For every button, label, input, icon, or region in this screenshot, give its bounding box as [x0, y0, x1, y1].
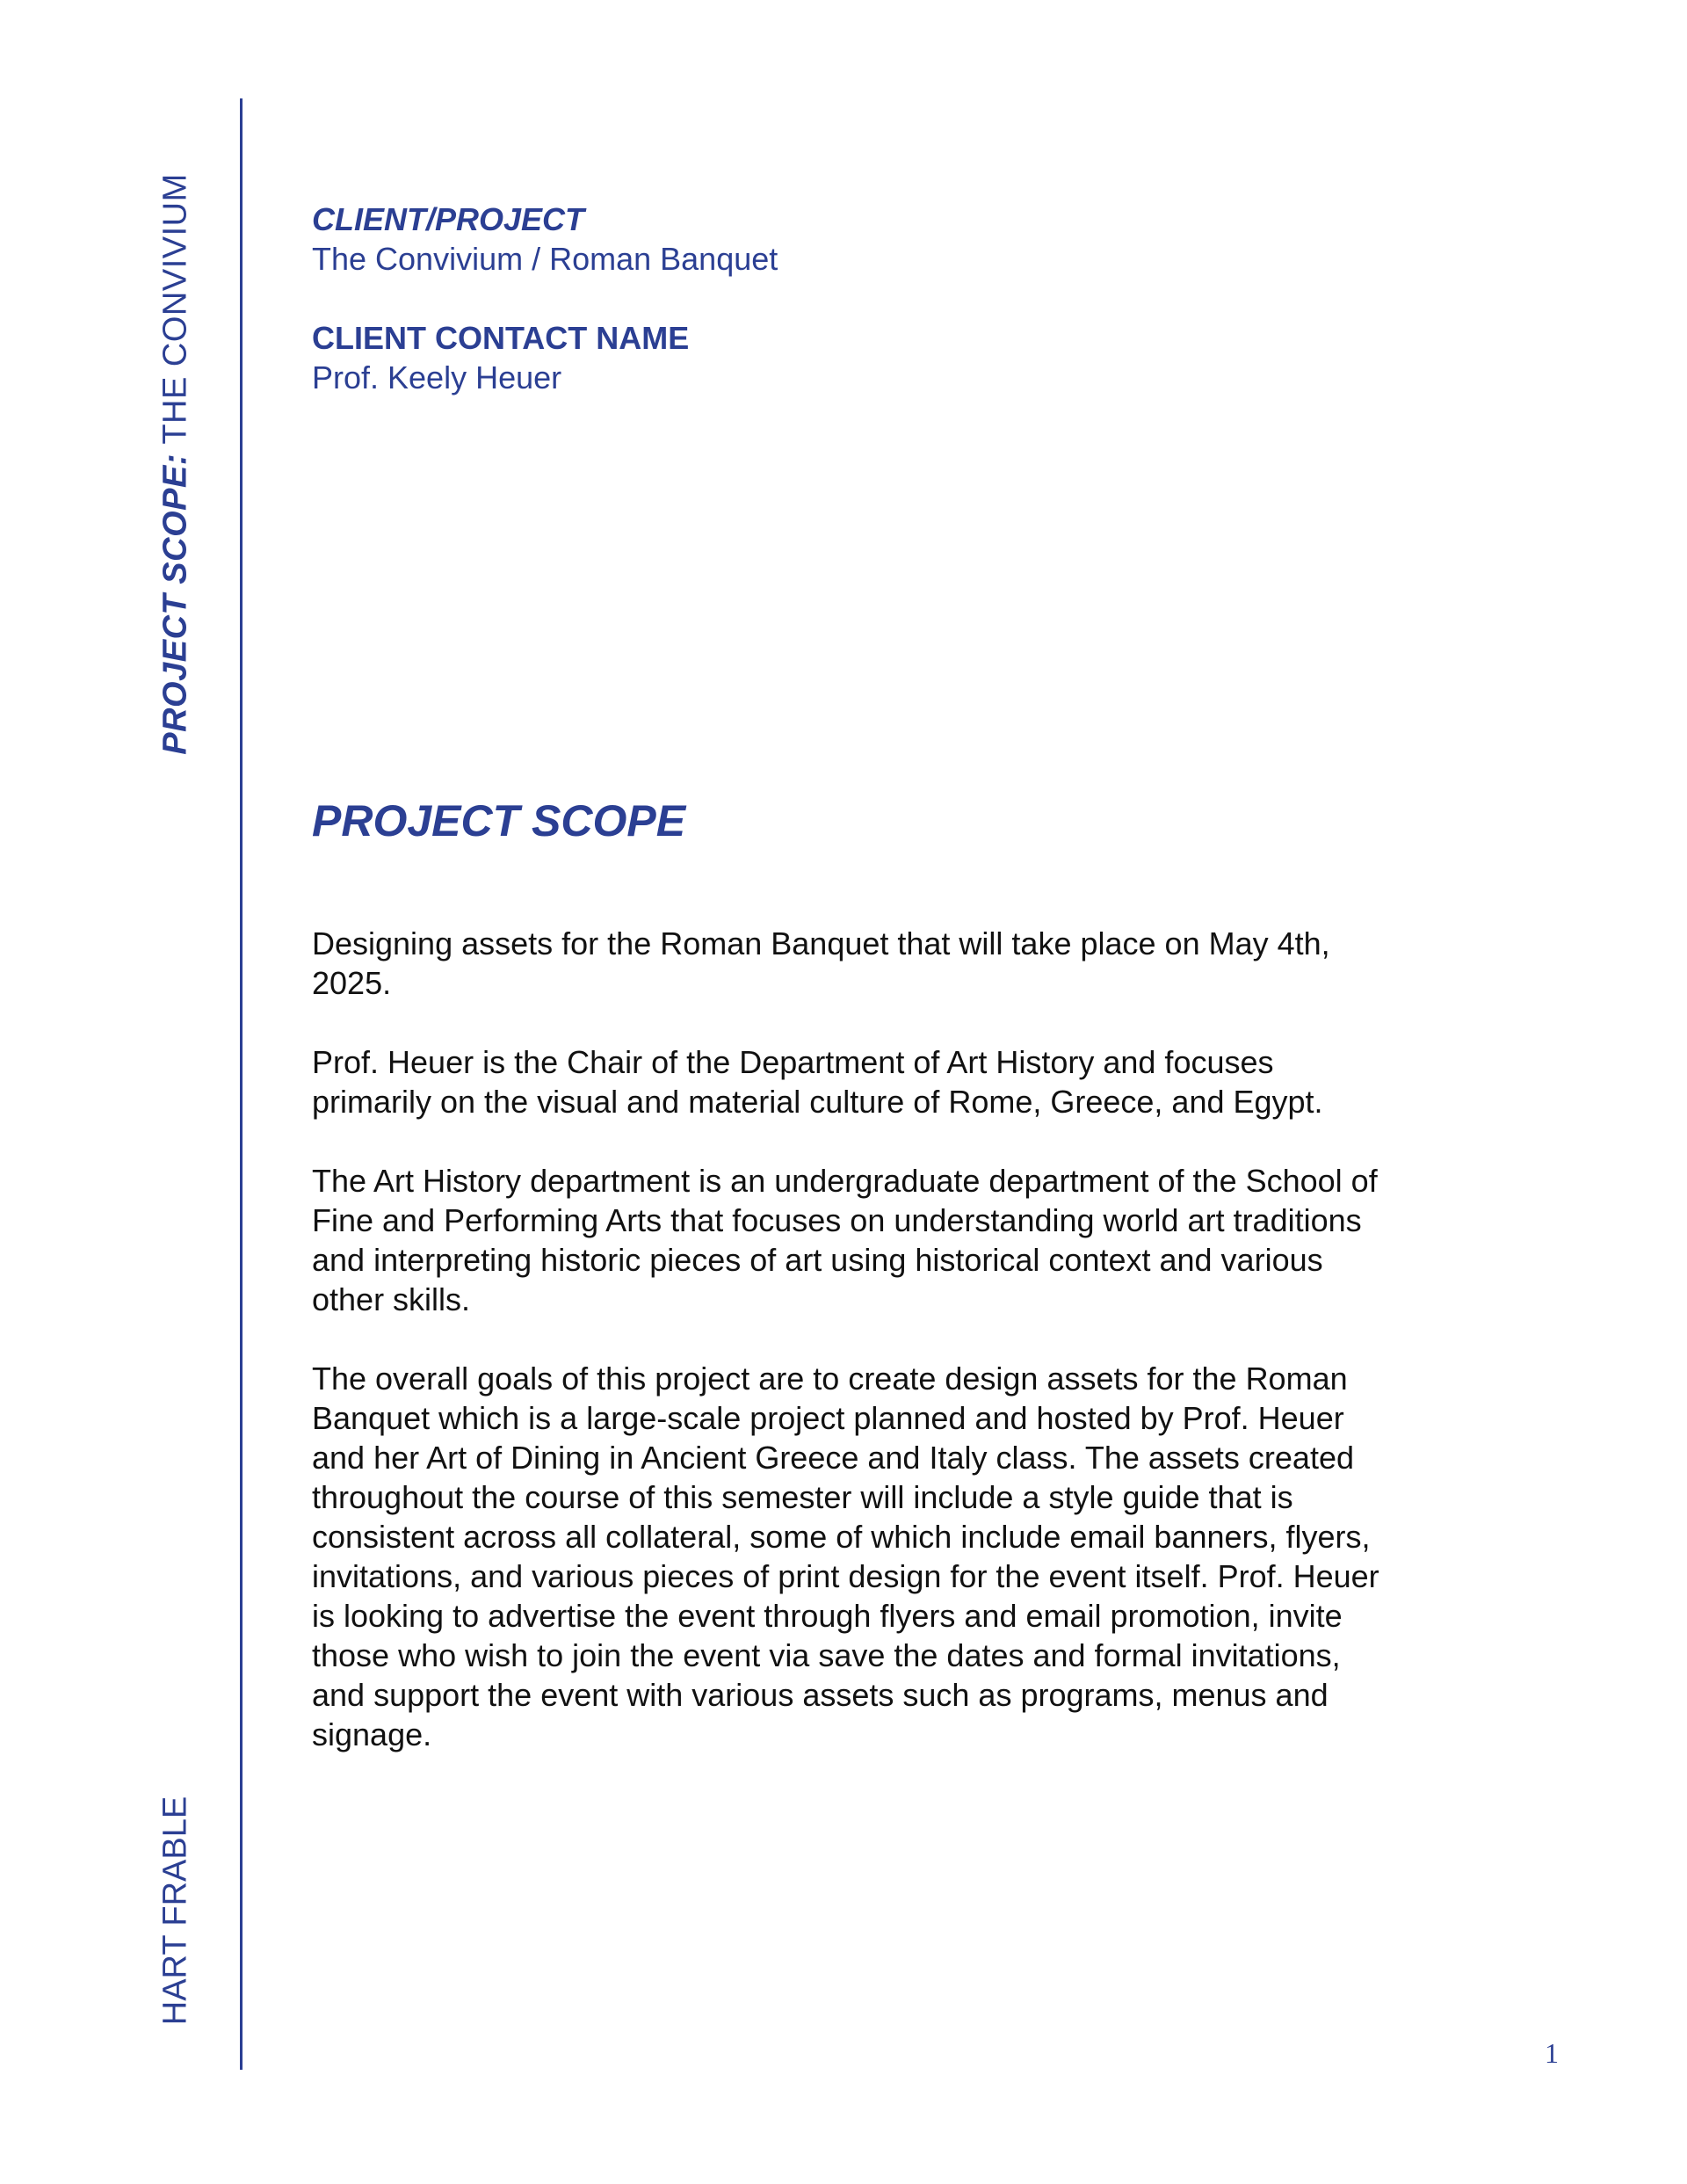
client-contact-block [312, 318, 689, 397]
client-contact-label: CLIENT CONTACT NAME [312, 320, 690, 356]
sidebar-author: HART FRABLE [156, 1796, 194, 2026]
paragraph-project-goals: The overall goals of this project are to create design assets for the Roman Banquet which is a large-scale project planned and hosted by Prof. Heuer and her Art of Dining in Ancient Greece and Italy class. The assets created throughout the course of this semester will include a style guide that is consistent across all collateral, some of which include email banners, flyers, invitations, and various pieces of print design for the event itself. Prof. Heuer is looking to advertise the event through flyers and email promotion, invite those who wish to join the event via save the dates and formal invitations, and support the event with various assets such as programs, menus and signage. [312, 1360, 1379, 1752]
sidebar-title-strong: PROJECT SCOPE: [156, 453, 194, 755]
paragraph-department: The Art History department is an undergraduate department of the School of Fine and Performing Arts that focuses on understanding world art traditions and interpreting historic pieces of art using historical context and various other skills. [312, 1163, 1378, 1317]
sidebar-divider [240, 98, 243, 2070]
body-text [312, 924, 1393, 1794]
paragraph-event-date: Designing assets for the Roman Banquet that will take place on May 4th, 2025. [312, 925, 1330, 1001]
client-project-value: The Convivium / Roman Banquet [312, 241, 778, 277]
sidebar-document-title [157, 173, 195, 755]
client-contact-value: Prof. Keely Heuer [312, 359, 562, 395]
paragraph-client-bio: Prof. Heuer is the Chair of the Department of Art History and focuses primarily on the visual and material culture of Rome, Greece, and Egypt. [312, 1044, 1323, 1120]
client-project-block [312, 200, 778, 279]
client-project-label: CLIENT/PROJECT [312, 201, 585, 237]
section-heading: PROJECT SCOPE [312, 796, 686, 845]
page-number: 1 [1545, 2037, 1559, 2069]
sidebar-title-plain: THE CONVIVIUM [156, 173, 194, 454]
